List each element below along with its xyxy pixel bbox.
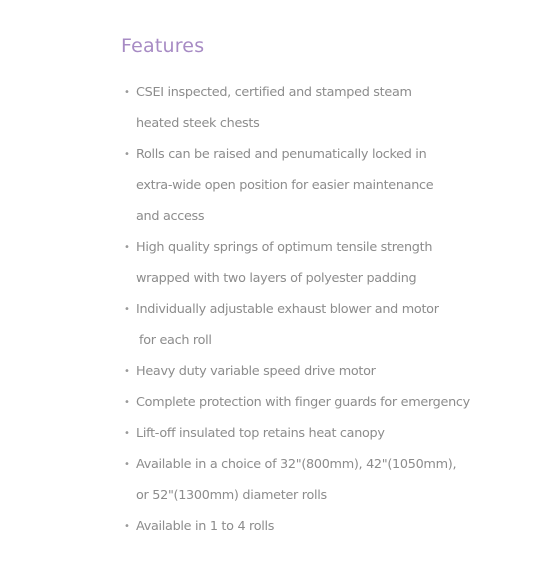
feature-line: Heavy duty variable speed drive motor [136, 364, 376, 379]
feature-item-exhaust-blower [124, 294, 529, 356]
bullet-icon: • [124, 521, 130, 532]
feature-line: Lift-off insulated top retains heat canopy [136, 426, 385, 441]
bullet-icon: • [124, 397, 130, 408]
bullet-icon: • [124, 459, 130, 470]
bullet-icon: • [124, 242, 130, 253]
feature-line: Available in 1 to 4 rolls [136, 519, 275, 534]
feature-line: extra-wide open position for easier maintenance [136, 178, 434, 193]
feature-item-finger-guards [124, 387, 529, 418]
features-list [124, 77, 529, 542]
feature-line: Complete protection with finger guards for emergency [136, 395, 470, 410]
feature-item-insulated-top [124, 418, 529, 449]
feature-line: for each roll [139, 333, 212, 348]
feature-item-roll-sizes [124, 449, 529, 511]
feature-line: wrapped with two layers of polyester padding [136, 271, 417, 286]
bullet-icon: • [124, 428, 130, 439]
feature-item-roll-count [124, 511, 529, 542]
feature-item-steam-chests [124, 77, 529, 139]
feature-item-rolls-raised [124, 139, 529, 232]
bullet-icon: • [124, 87, 130, 98]
bullet-icon: • [124, 366, 130, 377]
feature-line: CSEI inspected, certified and stamped steam [136, 85, 412, 100]
feature-line: Available in a choice of 32"(800mm), 42"(1050mm), [136, 457, 457, 472]
feature-line: and access [136, 209, 205, 224]
bullet-icon: • [124, 304, 130, 315]
features-heading: Features [121, 35, 205, 57]
feature-line: or 52"(1300mm) diameter rolls [136, 488, 327, 503]
feature-item-springs [124, 232, 529, 294]
feature-line: High quality springs of optimum tensile strength [136, 240, 433, 255]
feature-item-drive-motor [124, 356, 529, 387]
feature-line: heated steek chests [136, 116, 260, 131]
feature-line: Rolls can be raised and penumatically locked in [136, 147, 427, 162]
feature-line: Individually adjustable exhaust blower and motor [136, 302, 439, 317]
bullet-icon: • [124, 149, 130, 160]
